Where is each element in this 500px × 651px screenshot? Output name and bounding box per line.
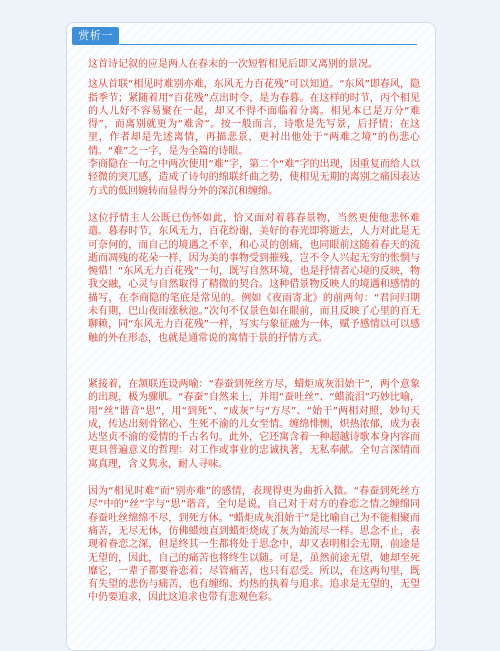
- article-body: [88, 58, 420, 605]
- section-divider: [119, 44, 417, 45]
- paragraph-intro: 这首诗记叙的应是两人在春末的一次短暂相见后即又离别的景况。: [88, 59, 378, 70]
- spacer: [88, 471, 420, 485]
- spacer: [88, 71, 420, 78]
- paragraph-second-couplet: 紧接着，在颔联连设两喻：“春蚕到死丝方尽，蜡炬成灰泪始干”，两个意象的出现，极为骤肌。“春蚕”自然来上，并用“蚕吐丝”、“蜡流泪”巧妙比喻，用“丝”谐音“思”，用“到死”、“成灰”与“方尽”、“始干”两相对照，妙句天成，传达出刻骨铭心、生死不渝的儿女至情。缠绵悱恻，炽热浓郁，成为表达坚贞不渝的爱情的千古名句。此外，它还寓含着一种超越诗歌本身内容而更具普遍意义的哲理：对工作或事业的忠诚执著，无私奉献。全句言深情而寓真理，含义隽永，耐人寻味。: [88, 378, 420, 470]
- paragraph-scenery: 这位抒情主人公既已伤怀如此，恰又面对着暮春景物，当然更使他悲怀难遣。暮春时节，东风无力，百花纷谢，美好的春光即将逝去，人力对此是无可奈何的，而自己的境遇之不幸，和心灵的创痛，也同眼前这随着春天的流逝而凋残的花朵一样，因为美的事物受到摧残，岂不令人兴起无穷的怅惘与惋惜！“东风无力百花残”一句，既写自然环境，也是抒情者心境的反映，物我交融，心灵与自然取得了精微的契合。这种借景物反映人的境遇和感情的描写，在李商隐的笔底是常见的。例如《夜雨寄北》的前两句：“君问归期未有期，巴山夜雨涨秋池。”次句不仅景色如在眼前，而且反映了心里的百无聊赖，同“东风无力百花残”一样，写实与象征融为一体，赋予感情以可以感触的外在形态，也就是通常说的寓情于景的抒情方式。: [88, 212, 420, 344]
- spacer: [88, 345, 420, 378]
- paragraph-metaphor: 因为“相见时难”而“别亦难”的感情，表现得更为曲折入微。“春蚕到死丝方尽”中的“丝”字与“思”谐音，全句是说，自己对于对方的眷恋之情之缠绵同春蚕吐丝绵绵不尽，到死方休。“蜡炬成灰泪始干”是比喻自己为不能相聚而痛苦，无尽无休，仿佛蜡烛直到蜡炬烧成了灰为始流尽一样。思念不止，表现着眷恋之深，但是终其一生都将处于思念中，却又表明相会无期，前途是无望的，因此，自己的痛苦也将终生以随。可是，虽然前途无望，她却至死靡它，一辈子都要眷恋着；尽管痛苦，也只有忍受。所以，在这两句里，既有失望的悲伤与痛苦，也有缠绵、灼热的执着与追求。追求是无望的，无望中仍要追求，因此这追求也带有悲观色彩。: [88, 486, 420, 604]
- paragraph-repetition: 李商隐在一句之中两次使用“难”字，第二个“难”字的出现，因重复而给人以轻微的突兀感，造成了诗句的绵联纤曲之势，使相见无期的离别之痛因表达方式的低回婉转而显得分外的深沉和缠绵。: [88, 159, 420, 197]
- section-tag: 赏析一: [72, 27, 119, 45]
- paragraph-first-couplet: 这从首联“相见时难别亦难，东风无力百花残”可以知道。“东风”即春风，隐指季节；紧随着用“百花残”点出时令，是为春暮。在这样的时节，丙个相见的人儿好不容易聚在一起，却又不得不面临着分离。相见本已是万分“难得”，而离别就更为“难舍”。按一般而言，诗歌是先写景，后抒情；在这里，作者却是先述离情，再描悲景，更衬出他处于“两难之境”的伤悲心情。“难”之一字，是为全篇的诗眼。: [88, 79, 420, 157]
- spacer: [88, 198, 420, 212]
